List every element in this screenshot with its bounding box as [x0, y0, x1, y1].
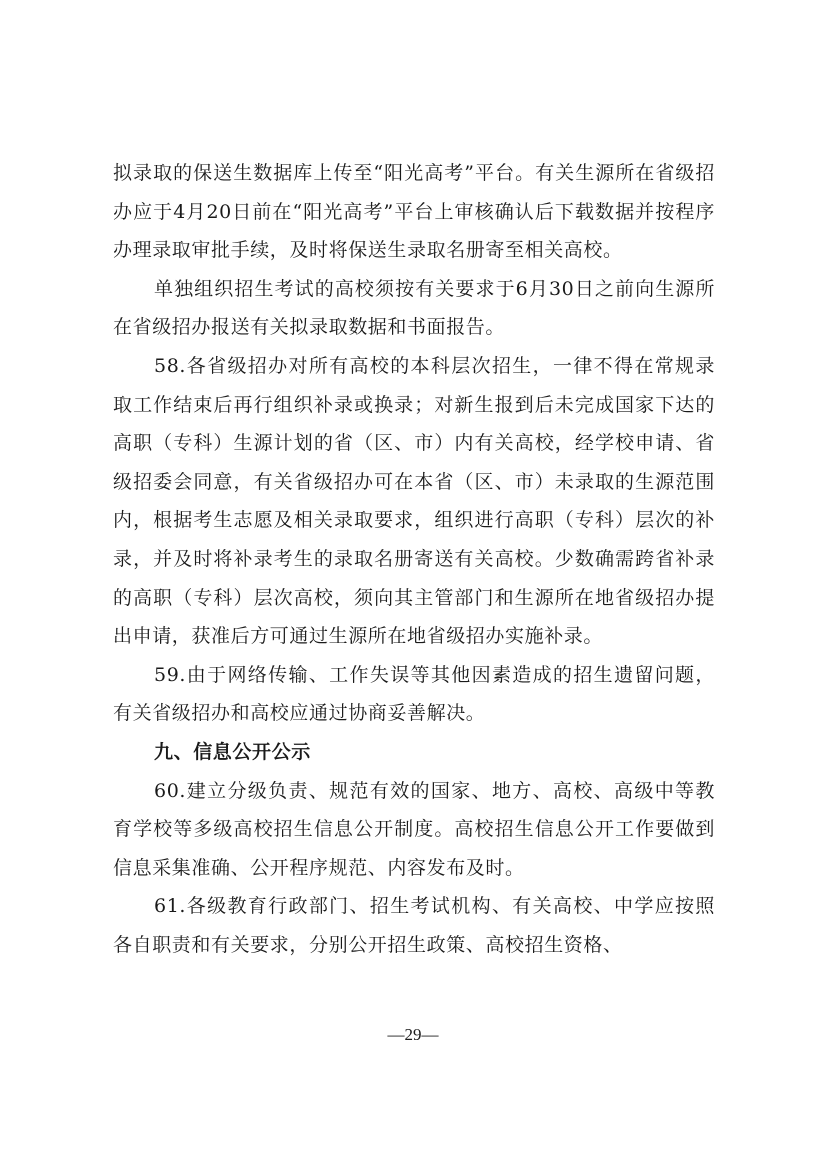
paragraph-item-59: 59.由于网络传输、工作失误等其他因素造成的招生遗留问题，有关省级招办和高校应通过协商妥善解决。	[113, 663, 715, 725]
paragraph-item-60: 60.建立分级负责、规范有效的国家、地方、高校、高级中等教育学校等多级高校招生信息公开制度。高校招生信息公开工作要做到信息采集准确、公开程序规范、内容发布及时。	[113, 779, 715, 879]
paragraph-item-58: 58.各省级招办对所有高校的本科层次招生，一律不得在常规录取工作结束后再行组织补录或换录；对新生报到后未完成国家下达的高职（专科）生源计划的省（区、市）内有关高校，经学校申请、省级招委会同意，有关省级招办可在本省（区、市）未录取的生源范围内，根据考生志愿及相关录取要求，组织进行高职（专科）层次的补录，并及时将补录考生的录取名册寄送有关高校。少数确需跨省补录的高职（专科）层次高校，须向其主管部门和生源所在地省级招办提出申请，获准后方可通过生源所在地省级招办实施补录。	[113, 354, 715, 648]
paragraph-continued: 拟录取的保送生数据库上传至“阳光高考”平台。有关生源所在省级招办应于4月20日前在“阳光高考”平台上审核确认后下载数据并按程序办理录取审批手续，及时将保送生录取名册寄至相关高校。	[113, 162, 715, 262]
section-heading: 九、信息公开公示	[154, 740, 311, 763]
body-text	[113, 154, 715, 964]
page-number: —29—	[387, 1025, 439, 1044]
paragraph-independent-exam: 单独组织招生考试的高校须按有关要求于6月30日之前向生源所在省级招办报送有关拟录取数据和书面报告。	[113, 277, 715, 339]
paragraph-item-61: 61.各级教育行政部门、招生考试机构、有关高校、中学应按照各自职责和有关要求，分别公开招生政策、高校招生资格、	[113, 895, 715, 956]
